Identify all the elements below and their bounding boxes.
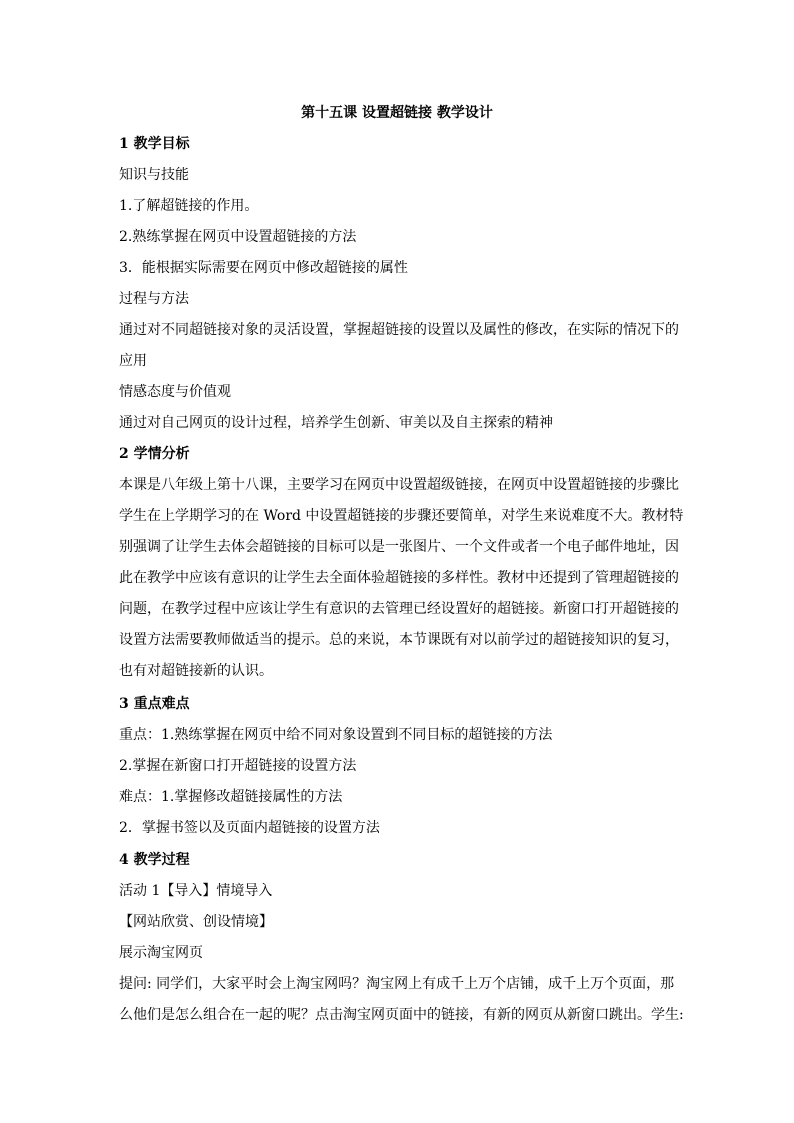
section-heading-process: 4 教学过程 (119, 852, 190, 868)
paragraph-line: 此在教学中应该有意识的让学生去全面体验超链接的多样性。教材中还提到了管理超链接的 (119, 570, 679, 586)
paragraph-line: 1.了解超链接的作用。 (119, 198, 259, 214)
paragraph-line: 问题，在教学过程中应该让学生有意识的去管理已经设置好的超链接。新窗口打开超链接的 (119, 601, 679, 617)
section-heading-objectives: 1 教学目标 (119, 136, 190, 152)
paragraph-line: 2.熟练掌握在网页中设置超链接的方法 (119, 229, 357, 245)
paragraph-line: 知识与技能 (119, 167, 189, 183)
document-title: 第十五课 设置超链接 教学设计 (301, 105, 493, 121)
paragraph-line: 【网站欣赏、创设情境】 (119, 914, 273, 930)
paragraph-line: 么他们是怎么组合在一起的呢？点击淘宝网页面中的链接，有新的网页从新窗口跳出。学生: (119, 1007, 684, 1023)
paragraph-line: 通过对不同超链接对象的灵活设置，掌握超链接的设置以及属性的修改，在实际的情况下的 (119, 322, 679, 338)
paragraph-line: 设置方法需要教师做适当的提示。总的来说，本节课既有对以前学过的超链接知识的复习， (119, 632, 679, 648)
paragraph-line: 过程与方法 (119, 291, 189, 307)
paragraph-line: 活动 1【导入】情境导入 (119, 883, 273, 899)
paragraph-line: 3．能根据实际需要在网页中修改超链接的属性 (119, 260, 408, 276)
section-heading-key-points: 3 重点难点 (119, 696, 190, 712)
paragraph-line: 通过对自己网页的设计过程，培养学生创新、审美以及自主探索的精神 (119, 415, 553, 431)
section-heading-analysis: 2 学情分析 (119, 446, 190, 462)
paragraph-line: 也有对超链接新的认识。 (119, 663, 273, 679)
paragraph-line: 提问: 同学们，大家平时会上淘宝网吗？淘宝网上有成千上万个店铺，成千上万个页面，那 (119, 976, 675, 992)
paragraph-line: 应用 (119, 353, 147, 369)
paragraph-line: 展示淘宝网页 (119, 945, 203, 961)
paragraph-line: 本课是八年级上第十八课，主要学习在网页中设置超级链接，在网页中设置超链接的步骤比 (119, 477, 679, 493)
paragraph-line: 难点：1.掌握修改超链接属性的方法 (119, 789, 343, 805)
paragraph-line: 学生在上学期学习的在 Word 中设置超链接的步骤还要简单，对学生来说难度不大。教材特 (119, 508, 684, 524)
paragraph-line: 情感态度与价值观 (119, 384, 231, 400)
paragraph-line: 2．掌握书签以及页面内超链接的设置方法 (119, 820, 380, 836)
paragraph-line: 2.掌握在新窗口打开超链接的设置方法 (119, 758, 357, 774)
paragraph-line: 别强调了让学生去体会超链接的目标可以是一张图片、一个文件或者一个电子邮件地址，因 (119, 539, 679, 555)
paragraph-line: 重点：1.熟练掌握在网页中给不同对象设置到不同目标的超链接的方法 (119, 727, 553, 743)
